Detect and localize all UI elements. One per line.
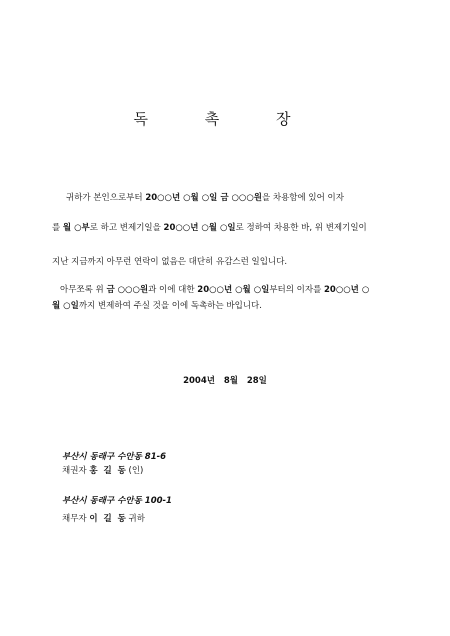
debtor-name: 이 길 동	[89, 514, 126, 524]
due-date: 20○○년 ○월 ○일	[163, 223, 236, 233]
creditor-label: 채권자	[62, 466, 90, 476]
document-title: 독 촉 장	[133, 110, 317, 128]
payment-deadline-part1: 20○○년 ○	[324, 285, 370, 295]
payment-deadline-part2: 월 ○일	[52, 301, 79, 311]
creditor-address: 부산시 동래구 수안동 81-6	[62, 452, 167, 462]
debtor-label: 채무자	[62, 514, 90, 524]
text: 부터의 이자를	[269, 285, 325, 295]
principal-amount: 금 ○○○원	[106, 285, 149, 295]
document-date: 2004년 8월 28일	[183, 376, 267, 386]
text: 아무쪼록 위	[60, 285, 107, 295]
debtor-line	[62, 512, 145, 524]
loan-date-amount: 20○○년 ○월 ○일 금 ○○○원	[145, 193, 262, 203]
text: 로 정하여 차용한 바, 위 변제기일이	[235, 223, 367, 233]
text: 를	[52, 223, 63, 233]
debtor-suffix: 귀하	[125, 514, 145, 524]
text: 로 하고 변제기일을	[89, 223, 164, 233]
creditor-name: 홍 길 동	[89, 466, 126, 476]
interest-rate: 월 ○부	[62, 223, 90, 233]
paragraph1-line3: 지난 지금까지 아무런 연락이 없음은 대단히 유감스런 일입니다.	[52, 257, 288, 267]
paragraph2-line1	[60, 284, 420, 296]
interest-start-date: 20○○년 ○월 ○일	[197, 285, 270, 295]
text: 을 차용함에 있어 이자	[261, 193, 344, 203]
paragraph1-line2	[52, 222, 412, 234]
creditor-line	[62, 464, 143, 476]
debtor-address: 부산시 동래구 수안동 100-1	[62, 496, 172, 506]
paragraph1-line1	[66, 192, 426, 204]
text: 귀하가 본인으로부터	[66, 193, 146, 203]
text: 과 이에 대한	[148, 285, 198, 295]
paragraph2-line2	[52, 300, 412, 312]
creditor-seal: (인)	[125, 466, 144, 476]
text: 까지 변제하여 주실 것을 이에 독촉하는 바입니다.	[78, 301, 262, 311]
